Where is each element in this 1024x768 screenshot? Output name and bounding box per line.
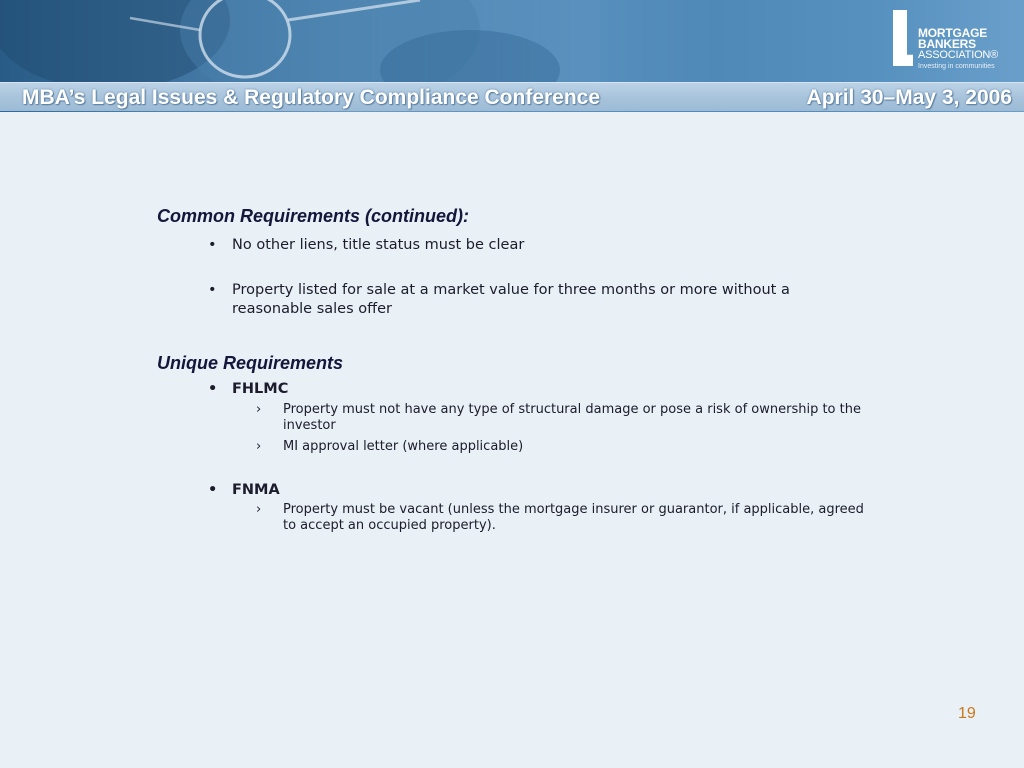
logo-text-line3: ASSOCIATION® bbox=[918, 49, 999, 61]
fnma-item-1: › Property must be vacant (unless the mortgage insurer or guarantor, if applicable, agreed to accept an occupied property). bbox=[283, 502, 873, 534]
banner-photo-image bbox=[0, 0, 600, 84]
mba-logo bbox=[890, 8, 1010, 76]
fhlmc-item-1: › Property must not have any type of structural damage or pose a risk of ownership to the investor bbox=[283, 402, 873, 434]
common-requirements-heading: Common Requirements (continued): bbox=[157, 206, 470, 226]
common-bullet-1: • No other liens, title status must be clear bbox=[232, 236, 872, 255]
fhlmc-label: • FHLMC bbox=[232, 380, 872, 399]
fhlmc-item-2: › MI approval letter (where applicable) bbox=[283, 439, 873, 455]
header-banner bbox=[0, 0, 1024, 112]
logo-text-line1: MORTGAGE bbox=[918, 26, 988, 40]
logo-tagline: Investing in communities bbox=[918, 63, 995, 70]
conference-dates: April 30–May 3, 2006 bbox=[806, 86, 1012, 109]
unique-requirements-heading: Unique Requirements bbox=[157, 353, 344, 373]
conference-title: MBA’s Legal Issues & Regulatory Compliance Conference bbox=[22, 86, 601, 109]
common-bullet-2: • Property listed for sale at a market value for three months or more without a reasonable sales offer bbox=[232, 281, 872, 319]
page-number: 19 bbox=[958, 705, 976, 722]
fnma-label: • FNMA bbox=[232, 481, 872, 500]
mba-logo-mark-icon bbox=[893, 10, 913, 66]
logo-text-line2: BANKERS bbox=[918, 37, 976, 51]
